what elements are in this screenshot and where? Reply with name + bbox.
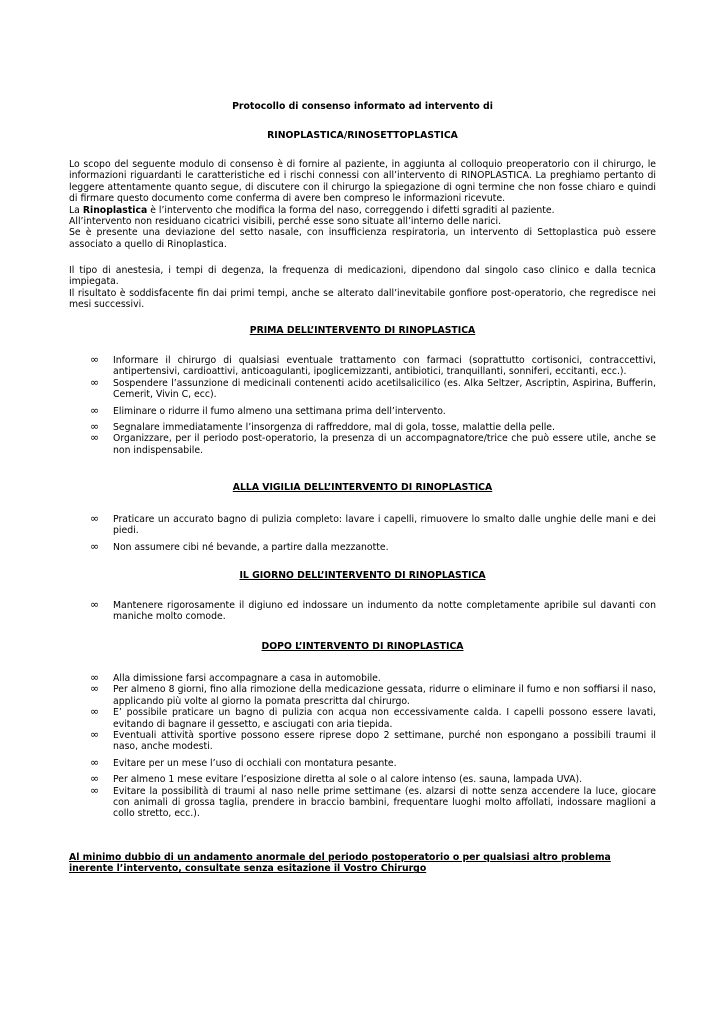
infinity-bullet-icon: ∞ [90,420,100,434]
list-item [69,403,656,417]
list-item [69,774,656,785]
septoplasty-info: Se è presente una deviazione del setto nasale, con insufficienza respiratoria, un intervento di Settoplastica può essere associato a quello di Rinoplastica. [69,227,656,250]
infinity-bullet-icon: ∞ [90,353,100,366]
infinity-bullet-icon: ∞ [90,783,100,797]
bullet-list-dopo [69,673,656,820]
list-item-text: Eventuali attività sportive possono essere riprese dopo 2 settimane, purché non espongano a possibili traumi il naso, anche modesti. [113,730,656,753]
infinity-bullet-icon: ∞ [90,403,100,417]
intro-paragraph: Lo scopo del seguente modulo di consenso è di fornire al paziente, in aggiunta al colloquio preoperatorio con il chirurgo, le informazioni riguardanti le caratteristiche ed i rischi connessi con all’intervento di RINOPLASTICA. La preghiamo pertanto di leggere attentamente quanto segue, di discutere con il chirurgo la spiegazione di ogni termine che non fosse chiaro e quindi di firmare questo documento come conferma di avere ben compreso le informazioni ricevute. [69,159,656,205]
list-item [69,514,656,537]
infinity-bullet-icon: ∞ [90,682,100,696]
list-item [69,433,656,456]
rinoplastica-definition [69,205,656,216]
list-item [69,707,656,730]
list-item-text: E’ possibile praticare un bagno di pulizia con acqua non eccessivamente calda. I capelli possono essere lavati, evitando di bagnare il gessetto, e asciugati con aria tiepida. [113,707,656,730]
list-item [69,755,656,769]
list-item [69,355,656,378]
info-section [69,265,656,311]
infinity-bullet-icon: ∞ [90,539,100,553]
list-item [69,673,656,684]
list-item-text: Per almeno 8 giorni, fino alla rimozione della medicazione gessata, ridurre o eliminare il fumo e non soffiarsi il naso, applicando più volte al giorno la pomata prescritta dal chirurgo. [113,684,656,707]
list-item [69,684,656,707]
section-heading-giorno: IL GIORNO DELL’INTERVENTO DI RINOPLASTICA [239,570,486,581]
list-item-text: Segnalare immediatamente l’insorgenza di raffreddore, mal di gola, tosse, malattie della pelle. [113,422,555,434]
list-item-text: Organizzare, per il periodo post-operatorio, la presenza di un accompagnatore/trice che può essere utile, anche se non indispensabile. [113,433,656,456]
list-item-text: Evitare la possibilità di traumi al naso nelle prime settimane (es. alzarsi di notte senza accendere la luce, giocare con animali di grossa taglia, prendere in braccio bambini, frequentare luoghi molto affollati, indossare maglioni a collo stretto, ecc.). [113,785,656,820]
list-item-text: Informare il chirurgo di qualsiasi eventuale trattamento con farmaci (soprattutto cortisonici, contraccettivi, antipertensivi, cardioattivi, anticoagulanti, ipoglicemizzanti, antibiotici, tranquillanti, sonniferi, eccitanti, ecc.). [113,355,656,378]
list-item [69,730,656,753]
list-item-text: Evitare per un mese l’uso di occhiali con montatura pesante. [113,757,397,769]
list-item-text: Per almeno 1 mese evitare l’esposizione diretta al sole o al calore intenso (es. sauna, lampada UVA). [113,774,583,786]
final-warning-note: Al minimo dubbio di un andamento anormale del periodo postoperatorio o per qualsiasi altro problema inerente l’intervento, consultate senza esitazione il Vostro Chirurgo [69,852,611,875]
list-item [69,422,656,433]
infinity-bullet-icon: ∞ [90,671,100,684]
list-item [69,600,656,623]
list-item-text: Non assumere cibi né bevande, a partire dalla mezzanotte. [113,541,389,553]
infinity-bullet-icon: ∞ [90,705,100,719]
list-item-text: Praticare un accurato bagno di pulizia completo: lavare i capelli, rimuovere lo smalto dalle unghie delle mani e dei piedi. [113,514,656,537]
definition-text: è l’intervento che modifica la forma del naso, correggendo i difetti sgraditi al paziente. [147,204,555,216]
scar-info: All’intervento non residuano cicatrici visibili, perché esse sono situate all’interno delle narici. [69,216,502,228]
document-title-line1: Protocollo di consenso informato ad intervento di [232,101,493,112]
infinity-bullet-icon: ∞ [90,598,100,611]
list-item-text: Eliminare o ridurre il fumo almeno una settimana prima dell’intervento. [113,405,446,417]
intro-section [69,159,656,250]
anesthesia-info: Il tipo di anestesia, i tempi di degenza, la frequenza di medicazioni, dipendono dal singolo caso clinico e dalla tecnica impiegata. [69,265,656,288]
bullet-list-prima [69,355,656,456]
list-item [69,539,656,553]
infinity-bullet-icon: ∞ [90,512,100,525]
list-item-text: Alla dimissione farsi accompagnare a casa in automobile. [113,673,381,684]
section-heading-prima: PRIMA DELL’INTERVENTO DI RINOPLASTICA [249,325,476,336]
infinity-bullet-icon: ∞ [90,728,100,742]
document-title-line2: RINOPLASTICA/RINOSETTOPLASTICA [267,130,458,141]
definition-term: Rinoplastica [82,204,148,216]
definition-prefix: La [69,204,83,216]
infinity-bullet-icon: ∞ [90,375,100,389]
list-item-text: Sospendere l’assunzione di medicinali contenenti acido acetilsalicilico (es. Alka Seltzer, Ascriptin, Aspirina, Bufferin, Cemerit, Vivin C, ecc). [113,377,656,401]
infinity-bullet-icon: ∞ [90,755,100,769]
bullet-list-giorno [69,600,656,623]
result-info: Il risultato è soddisfacente fin dai primi tempi, anche se alterato dall’inevitabile gonfiore post-operatorio, che regredisce nei mesi successivi. [69,287,656,311]
list-item-text: Mantenere rigorosamente il digiuno ed indossare un indumento da notte completamente apribile sul davanti con maniche molto comode. [113,600,656,623]
section-heading-vigilia: ALLA VIGILIA DELL’INTERVENTO DI RINOPLASTICA [232,482,493,493]
infinity-bullet-icon: ∞ [90,772,100,786]
section-heading-dopo: DOPO L’INTERVENTO DI RINOPLASTICA [261,641,464,652]
list-item [69,783,656,820]
bullet-list-vigilia [69,514,656,553]
list-item [69,375,656,401]
infinity-bullet-icon: ∞ [90,431,100,445]
